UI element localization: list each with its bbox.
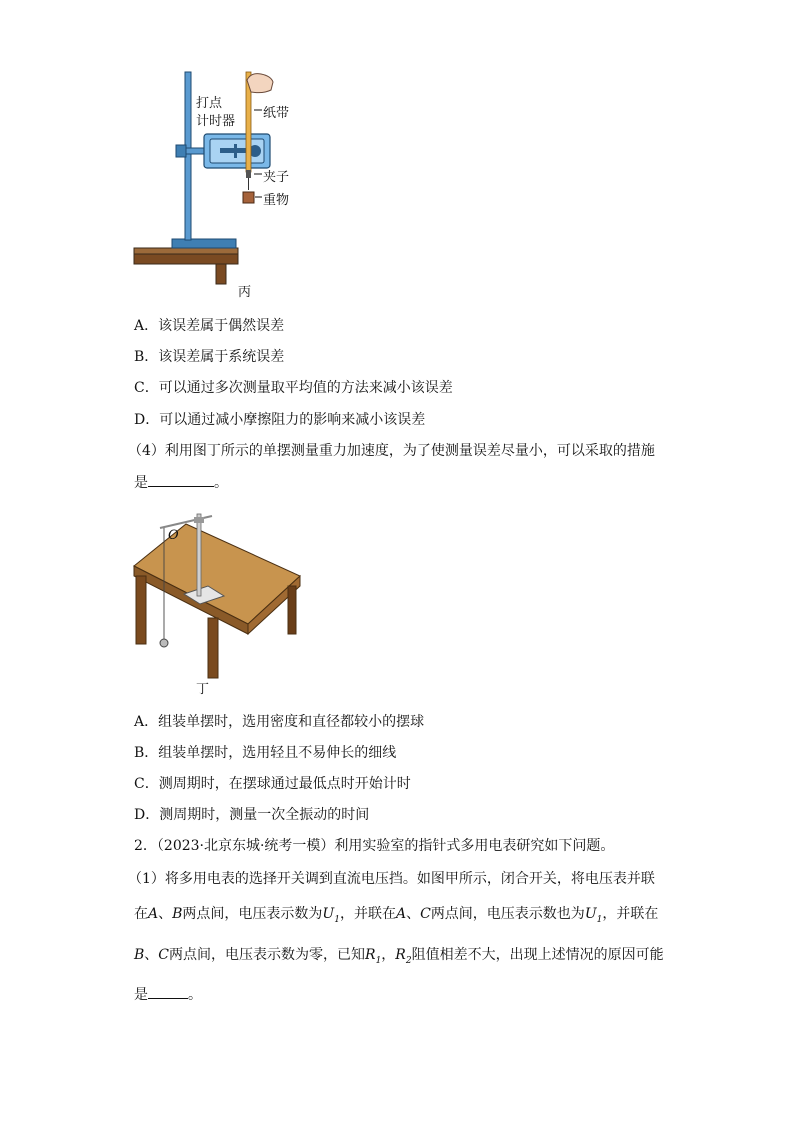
point-a: A [148,906,159,922]
q2-prefix: 是 [134,987,148,1003]
symbol-r2 [395,947,412,966]
q2-header: 2．（2023·北京东城·统考一模）利用实验室的指针式多用电表研究如下问题。 [134,838,615,854]
q4-option-d: D．测周期时，测量一次全振动的时间 [134,807,370,823]
symbol-r: R [365,947,376,963]
q3-option-a: A．该误差属于偶然误差 [134,318,285,334]
subscript: 2 [405,955,412,966]
q2-paragraph-line1: （1）将多用电表的选择开关调到直流电压挡。如图甲所示，闭合开关，将电压表并联 [128,871,655,887]
symbol-u: U [322,906,335,922]
point-c: C [420,906,431,922]
q4-option-c: C．测周期时，在摆球通过最低点时开始计时 [134,776,411,792]
q3-option-b: B．该误差属于系统误差 [134,349,285,365]
caption-bing: 丙 [238,285,252,300]
subscript: 1 [334,914,340,925]
q2-sep: 、 [144,947,159,963]
q2-paragraph-line2 [134,904,658,930]
q4-prefix: 是 [134,475,148,491]
q4-suffix: 。 [214,475,228,491]
q2-text: 两点间，电压表示数为零，已知 [169,947,366,963]
symbol-r: R [395,947,406,963]
label-clip: 夹子 [263,170,290,185]
q2-text: ，并联在 [339,906,396,922]
q2-suffix: 。 [188,987,202,1003]
q4-option-b: B．组装单摆时，选用轻且不易伸长的细线 [134,745,397,761]
q4-answer-blank[interactable] [148,472,214,487]
q2-text: ， [381,947,396,963]
symbol-u1 [584,906,603,925]
q2-text: 阻值相差不大，出现上述情况的原因可能 [411,947,664,963]
point-a: A [395,906,407,922]
caption-ding: 丁 [196,682,210,697]
label-weight: 重物 [263,193,290,208]
q2-paragraph-line4 [134,984,202,1005]
figure-ding [130,506,304,698]
q2-paragraph-line3 [134,945,664,971]
q2-sep: 、 [158,906,173,922]
symbol-u1 [322,906,340,925]
subscript: 1 [375,955,382,966]
figure-bing [130,66,310,302]
label-o: O [168,528,179,543]
q4-stem-line1: （4）利用图丁所示的单摆测量重力加速度，为了使测量误差尽量小，可以采取的措施 [128,443,655,459]
q2-sep: 、 [406,906,421,922]
label-timer-2: 计时器 [196,114,236,129]
point-b: B [134,947,145,963]
q2-answer-blank[interactable] [148,984,188,999]
symbol-u: U [584,906,597,922]
subscript: 1 [596,914,603,925]
figure-ding-drawing [130,506,304,698]
point-c: C [158,947,170,963]
q2-text: 两点间，电压表示数为 [182,906,323,922]
symbol-r1 [365,947,382,966]
label-timer-1: 打点 [196,96,223,111]
q4-option-a: A．组装单摆时，选用密度和直径都较小的摆球 [134,714,425,730]
q4-stem-line2 [134,472,228,493]
q2-text: 两点间，电压表示数也为 [430,906,585,922]
q3-option-d: D．可以通过减小摩擦阻力的影响来减小该误差 [134,412,426,428]
label-tape: 纸带 [263,106,290,121]
q3-option-c: C．可以通过多次测量取平均值的方法来减小该误差 [134,380,453,396]
q2-text: 在 [134,906,148,922]
q2-text: ，并联在 [602,906,659,922]
point-b: B [172,906,183,922]
